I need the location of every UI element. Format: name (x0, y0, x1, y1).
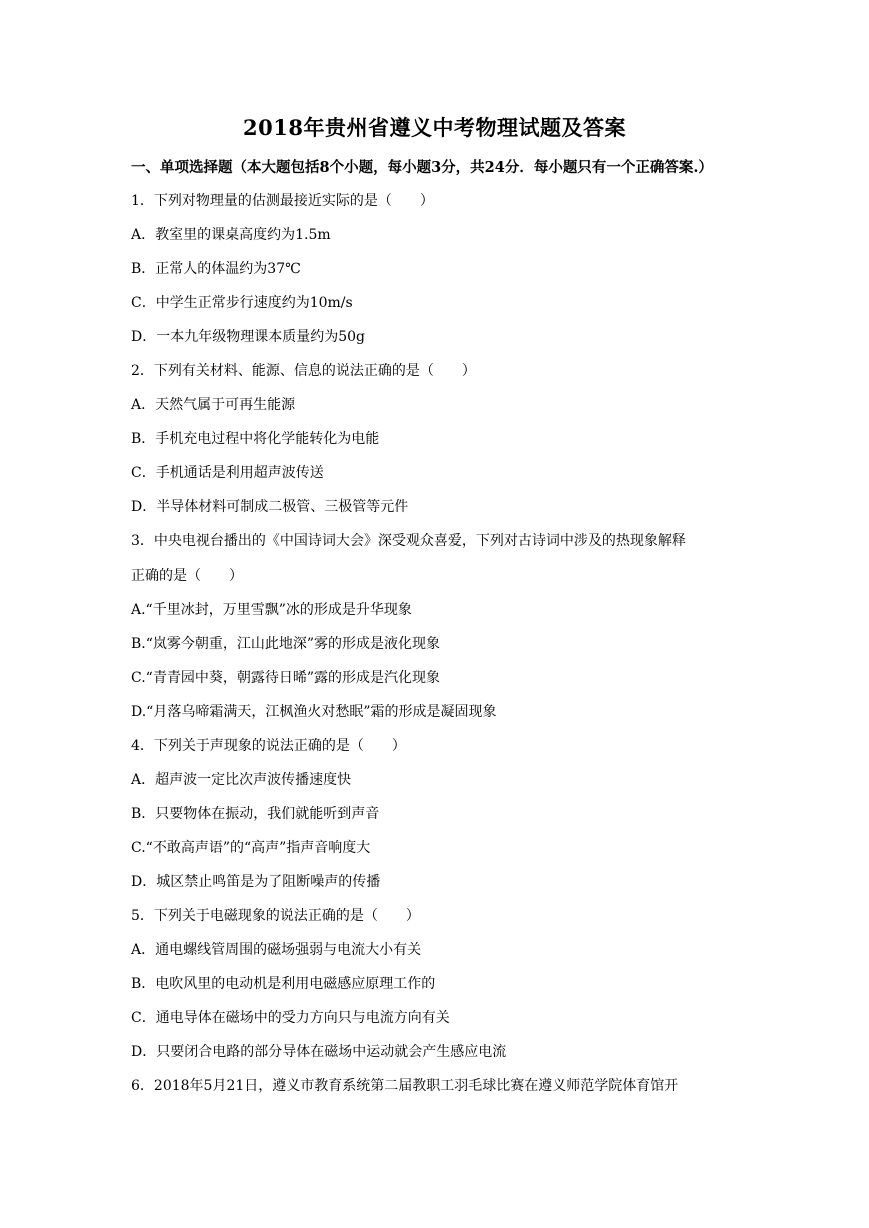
question-3-option-d: D.“月落乌啼霜满天，江枫渔火对愁眠”霜的形成是凝固现象 (131, 704, 497, 720)
question-2-option-a: A．天然气属于可再生能源 (131, 397, 296, 413)
question-3-option-a: A.“千里冰封，万里雪飘”冰的形成是升华现象 (131, 602, 412, 618)
question-2-stem: 2．下列有关材料、能源、信息的说法正确的是（ ） (131, 363, 476, 379)
question-4-option-c: C.“不敢高声语”的“高声”指声音响度大 (131, 840, 371, 856)
question-4-option-b: B．只要物体在振动，我们就能听到声音 (131, 806, 380, 822)
question-4-option-d: D．城区禁止鸣笛是为了阻断噪声的传播 (131, 874, 381, 890)
question-1-option-c: C．中学生正常步行速度约为10m/s (131, 295, 353, 311)
question-3-stem: 3．中央电视台播出的《中国诗词大会》深受观众喜爱，下列对古诗词中涉及的热现象解释 (131, 533, 686, 549)
question-5-option-c: C．通电导体在磁场中的受力方向只与电流方向有关 (131, 1010, 450, 1026)
question-1-stem: 1．下列对物理量的估测最接近实际的是（ ） (131, 193, 434, 209)
question-5-option-a: A．通电螺线管周围的磁场强弱与电流大小有关 (131, 942, 422, 958)
question-1-option-d: D．一本九年级物理课本质量约为50g (131, 329, 366, 345)
question-3-option-b: B.“岚雾今朝重，江山此地深”雾的形成是液化现象 (131, 636, 441, 652)
question-3-option-c: C.“青青园中葵，朝露待日晞”露的形成是汽化现象 (131, 670, 440, 686)
question-1-option-b: B．正常人的体温约为37℃ (131, 261, 301, 277)
question-2-option-c: C．手机通话是利用超声波传送 (131, 465, 324, 481)
question-5-option-b: B．电吹风里的电动机是利用电磁感应原理工作的 (131, 976, 436, 992)
question-4-option-a: A．超声波一定比次声波传播速度快 (131, 772, 352, 788)
question-2-option-d: D．半导体材料可制成二极管、三极管等元件 (131, 499, 409, 515)
question-3-stem-continued: 正确的是（ ） (131, 568, 243, 584)
question-1-option-a: A．教室里的课桌高度约为1.5m (131, 227, 331, 243)
question-5-stem: 5．下列关于电磁现象的说法正确的是（ ） (131, 908, 420, 924)
page-title: 2018年贵州省遵义中考物理试题及答案 (243, 115, 626, 140)
question-5-option-d: D．只要闭合电路的部分导体在磁场中运动就会产生感应电流 (131, 1044, 507, 1060)
question-2-option-b: B．手机充电过程中将化学能转化为电能 (131, 431, 380, 447)
section-heading: 一、单项选择题（本大题包括8个小题，每小题3分，共24分．每小题只有一个正确答案.） (131, 159, 713, 176)
question-6-stem: 6．2018年5月21日，遵义市教育系统第二届教职工羽毛球比赛在遵义师范学院体育馆开 (131, 1078, 679, 1094)
question-4-stem: 4．下列关于声现象的说法正确的是（ ） (131, 738, 406, 754)
